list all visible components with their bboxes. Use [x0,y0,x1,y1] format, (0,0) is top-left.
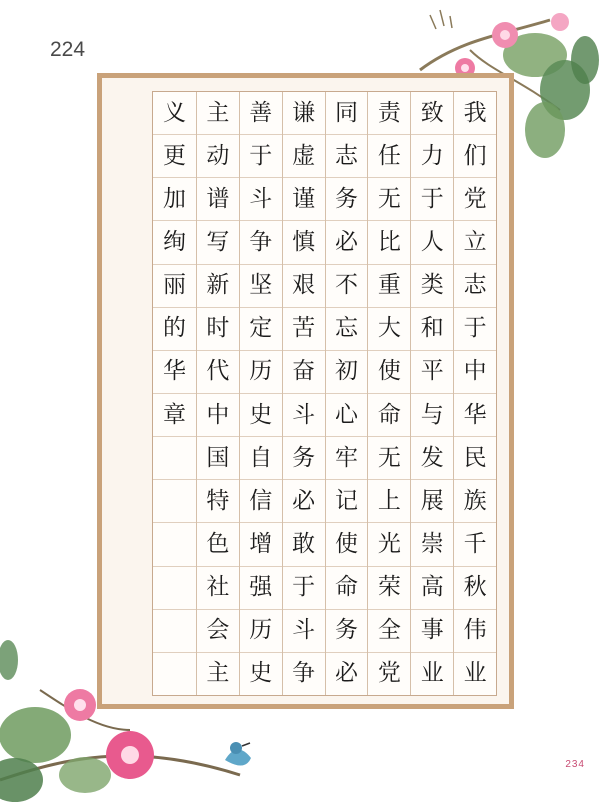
grid-cell: 比 [368,221,410,264]
grid-cell: 党 [454,178,496,221]
grid-cell: 民 [454,437,496,480]
grid-cell: 特 [197,480,239,523]
grid-cell: 国 [197,437,239,480]
grid-cell: 于 [240,135,282,178]
grid-cell: 使 [368,351,410,394]
grid-cell: 动 [197,135,239,178]
grid-cell: 虚 [283,135,325,178]
grid-cell [153,567,196,610]
grid-cell: 义 [153,92,196,135]
grid-cell: 会 [197,610,239,653]
grid-cell: 牢 [326,437,368,480]
grid-cell: 新 [197,265,239,308]
grid-cell: 历 [240,351,282,394]
grid-cell: 谱 [197,178,239,221]
grid-cell: 伟 [454,610,496,653]
grid-cell: 千 [454,523,496,566]
grid-cell: 社 [197,567,239,610]
grid-cell: 我 [454,92,496,135]
grid-cell: 于 [283,567,325,610]
grid-column [196,92,239,695]
grid-cell: 争 [292,660,316,687]
grid-cell: 业 [463,660,487,687]
grid-cell: 们 [454,135,496,178]
grid-cell: 历 [240,610,282,653]
grid-cell: 心 [326,394,368,437]
grid-cell: 主 [206,660,230,687]
grid-cell: 争 [240,221,282,264]
grid-cell: 于 [411,178,453,221]
grid-cell: 大 [368,308,410,351]
grid-cell: 必 [334,660,358,687]
grid-cell: 任 [368,135,410,178]
grid-cell: 斗 [240,178,282,221]
grid-cell: 重 [368,265,410,308]
grid-cell: 族 [454,480,496,523]
grid-cell: 艰 [283,265,325,308]
grid-cell: 谦 [283,92,325,135]
grid-column [325,92,368,695]
grid-cell: 中 [197,394,239,437]
grid-cell: 志 [326,135,368,178]
grid-cell: 章 [153,394,196,437]
grid-cell: 高 [411,567,453,610]
grid-cell: 展 [411,480,453,523]
grid-cell: 华 [454,394,496,437]
grid-column [410,92,453,695]
grid-cell: 必 [326,221,368,264]
grid-cell: 代 [197,351,239,394]
grid-column [282,92,325,695]
grid-cell: 更 [153,135,196,178]
grid-column [367,92,410,695]
grid-cell [153,653,196,695]
grid-cell: 使 [326,523,368,566]
grid-cell: 人 [411,221,453,264]
page-number: 224 [50,38,86,61]
grid-cell: 致 [411,92,453,135]
grid-cell: 慎 [283,221,325,264]
calligraphy-grid [152,91,497,696]
grid-cell: 丽 [153,265,196,308]
grid-cell: 立 [454,221,496,264]
grid-cell: 力 [411,135,453,178]
grid-cell: 全 [368,610,410,653]
grid-cell: 崇 [411,523,453,566]
grid-cell: 和 [411,308,453,351]
grid-cell: 的 [153,308,196,351]
grid-cell: 加 [153,178,196,221]
grid-cell: 无 [368,437,410,480]
grid-cell: 平 [411,351,453,394]
grid-cell: 善 [240,92,282,135]
grid-cell: 光 [368,523,410,566]
grid-cell: 责 [368,92,410,135]
grid-cell: 务 [326,178,368,221]
grid-cell: 增 [240,523,282,566]
grid-cell: 无 [368,178,410,221]
grid-cell: 敢 [283,523,325,566]
grid-cell: 定 [240,308,282,351]
grid-cell: 党 [377,660,401,687]
grid-cell: 上 [368,480,410,523]
grid-cell: 苦 [283,308,325,351]
grid-cell: 发 [411,437,453,480]
grid-cell: 必 [283,480,325,523]
grid-column [453,92,496,695]
grid-cell: 业 [420,660,444,687]
grid-cell: 绚 [153,221,196,264]
grid-cell: 自 [240,437,282,480]
grid-cell: 不 [326,265,368,308]
grid-cell: 信 [240,480,282,523]
grid-cell: 初 [326,351,368,394]
grid-cell: 史 [249,660,273,687]
grid-cell: 强 [240,567,282,610]
grid-cell: 同 [326,92,368,135]
grid-cell: 务 [283,437,325,480]
grid-cell: 秋 [454,567,496,610]
grid-cell: 谨 [283,178,325,221]
grid-cell: 命 [368,394,410,437]
grid-cell: 命 [326,567,368,610]
grid-cell: 主 [197,92,239,135]
page-fragment-text: 234 [565,759,585,770]
grid-cell: 事 [411,610,453,653]
grid-cell: 斗 [283,610,325,653]
grid-cell [153,610,196,653]
grid-cell: 华 [153,351,196,394]
grid-cell: 记 [326,480,368,523]
grid-cell: 务 [326,610,368,653]
grid-cell: 类 [411,265,453,308]
grid-cell: 写 [197,221,239,264]
grid-cell: 时 [197,308,239,351]
grid-cell: 史 [240,394,282,437]
grid-column [153,92,196,695]
grid-cell: 忘 [326,308,368,351]
grid-cell: 坚 [240,265,282,308]
grid-cell: 于 [454,308,496,351]
grid-cell [153,523,196,566]
grid-cell: 与 [411,394,453,437]
grid-cell: 奋 [283,351,325,394]
grid-cell: 志 [454,265,496,308]
grid-cell: 斗 [283,394,325,437]
grid-cell [153,437,196,480]
grid-cell: 中 [454,351,496,394]
grid-cell: 色 [197,523,239,566]
grid-cell [153,480,196,523]
grid-cell: 荣 [368,567,410,610]
grid-column [239,92,282,695]
